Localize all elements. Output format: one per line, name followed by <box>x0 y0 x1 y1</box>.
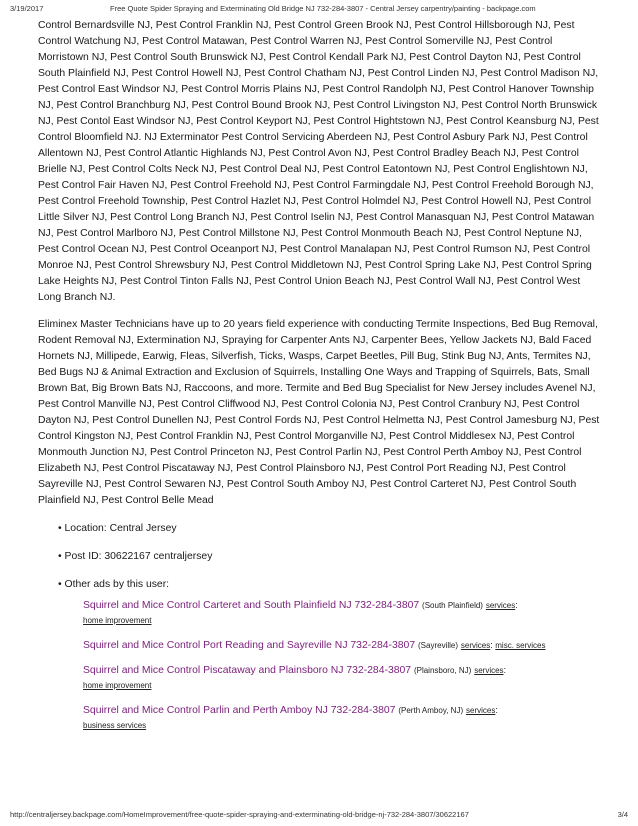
print-header <box>10 4 628 16</box>
list-item <box>83 638 604 653</box>
print-date: 3/19/2017 <box>10 4 44 13</box>
service-area-paragraph: Control Bernardsville NJ, Pest Control Franklin NJ, Pest Control Green Brook NJ, Pest Control Hillsborough NJ, Pest Control Watchung NJ, Pest Control Matawan, Pest Control Warren NJ, Pest Control Somerville NJ, Pest Control Morristown NJ, Pest Control South Brunswick NJ, Pest Control Kendall Park NJ, Pest Control Dayton NJ, Pest Control South Plainfield NJ, Pest Control Howell NJ, Pest Control Chatham NJ, Pest Control Linden NJ, Pest Control Madison NJ, Pest Control East Windsor NJ, Pest Control Morris Plains NJ, Pest Control Randolph NJ, Pest Control Hanover Township NJ, Pest Control Branchburg NJ, Pest Control Bound Brook NJ, Pest Control Livingston NJ, Pest Control North Brunswick NJ, Pest Contol East Windsor NJ, Pest Control Keyport NJ, Pest Control Hightstown NJ, Pest Control Keansburg NJ, Pest Control Bloomfield NJ. NJ Exterminator Pest Control Servicing Aberdeen NJ, Pest Control Asbury Park NJ, Pest Control Allentown NJ, Pest Control Atlantic Highlands NJ, Pest Control Avon NJ, Pest Control Bradley Beach NJ, Pest Control Brielle NJ, Pest Control Colts Neck NJ, Pest Control Deal NJ, Pest Control Eatontown NJ, Pest Control Englishtown NJ, Pest Control Fair Haven NJ, Pest Control Freehold NJ, Pest Control Farmingdale NJ, Pest Control Freehold Borough NJ, Pest Control Freehold Township, Pest Control Hazlet NJ, Pest Control Holmdel NJ, Pest Control Howell NJ, Pest Control Little Silver NJ, Pest Control Long Branch NJ, Pest Control Iselin NJ, Pest Control Manasquan NJ, Pest Control Matawan NJ, Pest Control Marlboro NJ, Pest Control Millstone NJ, Pest Control Monmouth Beach NJ, Pest Control Neptune NJ, Pest Control Ocean NJ, Pest Control Oceanport NJ, Pest Control Manalapan NJ, Pest Control Rumson NJ, Pest Control Monroe NJ, Pest Control Shrewsbury NJ, Pest Control Middletown NJ, Pest Control Spring Lake NJ, Pest Control Spring Lake Heights NJ, Pest Control Tinton Falls NJ, Pest Control Union Beach NJ, Pest Control Wall NJ, Pest Control West Long Branch NJ. <box>38 20 599 303</box>
list-item <box>83 663 604 693</box>
other-ads-list <box>58 598 604 733</box>
post-id-item: • Post ID: 30622167 centraljersey <box>58 551 213 562</box>
category-separator: : <box>503 665 507 675</box>
ad-link[interactable]: Squirrel and Mice Control Parlin and Perth Amboy NJ 732-284-3807 <box>83 705 396 716</box>
ad-link[interactable]: Squirrel and Mice Control Piscataway and Plainsboro NJ 732-284-3807 <box>83 665 412 676</box>
page-number: 3/4 <box>617 810 628 819</box>
services-description-paragraph: Eliminex Master Technicians have up to 20 years field experience with conducting Termite Inspections, Bed Bug Removal, Rodent Removal NJ, Extermination NJ, Spraying for Carpenter Ants NJ, Carpenter Bees, Yellow Jackets NJ, Bald Faced Hornets NJ, Millipede, Earwig, Fleas, Silverfish, Ticks, Wasps, Carpet Beetles, Pill Bug, Stink Bug NJ, Ants, Termites NJ, Bed Bugs NJ & Animal Extraction and Exclusion of Squirrels, Installing One Ways and Trapping of Squirrels, Bats, Small Brown Bat, Big Brown Bats NJ, Raccoons, and more. Termite and Bed Bug Specialist for New Jersey includes Avenel NJ, Pest Control Manville NJ, Pest Control Cliffwood NJ, Pest Control Colonia NJ, Pest Control Cranbury NJ, Pest Control Dayton NJ, Pest Control Dunellen NJ, Pest Control Fords NJ, Pest Control Helmetta NJ, Pest Control Jamesburg NJ, Pest Control Kingston NJ, Pest Control Franklin NJ, Pest Control Morganville NJ, Pest Control Middlesex NJ, Pest Control Monmouth Junction NJ, Pest Control Princeton NJ, Pest Control Parlin NJ, Pest Control Perth Amboy NJ, Pest Control Elizabeth NJ, Pest Control Piscataway NJ, Pest Control Plainsboro NJ, Pest Control Port Reading NJ, Pest Control Sayreville NJ, Pest Control Sewaren NJ, Pest Control South Amboy NJ, Pest Control Carteret NJ, Pest Control South Plainfield NJ, Pest Control Belle Mead <box>38 319 600 506</box>
ad-category-link[interactable]: services <box>466 706 496 715</box>
ad-subcategory-link[interactable]: misc. services <box>495 641 546 650</box>
category-separator: : <box>515 600 518 610</box>
print-url: http://centraljersey.backpage.com/HomeImprovement/free-quote-spider-spraying-and-exterminating-old-bridge-nj-732-284-3807/30622167 <box>10 810 469 819</box>
category-separator: : <box>490 640 496 650</box>
ad-subcategory-link[interactable]: home improvement <box>83 616 152 625</box>
ad-link[interactable]: Squirrel and Mice Control Carteret and South Plainfield NJ 732-284-3807 <box>83 600 420 611</box>
ad-location: (Sayreville) <box>418 641 459 650</box>
other-ads-item <box>58 577 604 733</box>
ad-location: (South Plainfield) <box>422 601 483 610</box>
ad-location: (Plainsboro, NJ) <box>413 666 472 675</box>
other-ads-label: • Other ads by this user: <box>58 579 170 590</box>
ad-category-link[interactable]: services <box>460 641 491 650</box>
print-footer <box>10 810 628 822</box>
category-separator: : <box>495 705 498 715</box>
ad-content <box>38 18 604 745</box>
location-item: • Location: Central Jersey <box>58 523 177 534</box>
ad-subcategory-link[interactable]: business services <box>83 721 147 730</box>
ad-category-link[interactable]: services <box>474 666 504 675</box>
ad-location: (Perth Amboy, NJ) <box>398 706 464 715</box>
list-item <box>83 703 604 733</box>
print-title: Free Quote Spider Spraying and Exterminating Old Bridge NJ 732-284-3807 - Central Jersey carpentry/painting - backpage.com <box>110 4 536 13</box>
ad-category-link[interactable]: services <box>485 601 516 610</box>
list-item <box>83 598 604 628</box>
ad-subcategory-link[interactable]: home improvement <box>83 681 152 690</box>
ad-meta-list <box>38 521 604 733</box>
ad-link[interactable]: Squirrel and Mice Control Port Reading and Sayreville NJ 732-284-3807 <box>83 640 416 651</box>
